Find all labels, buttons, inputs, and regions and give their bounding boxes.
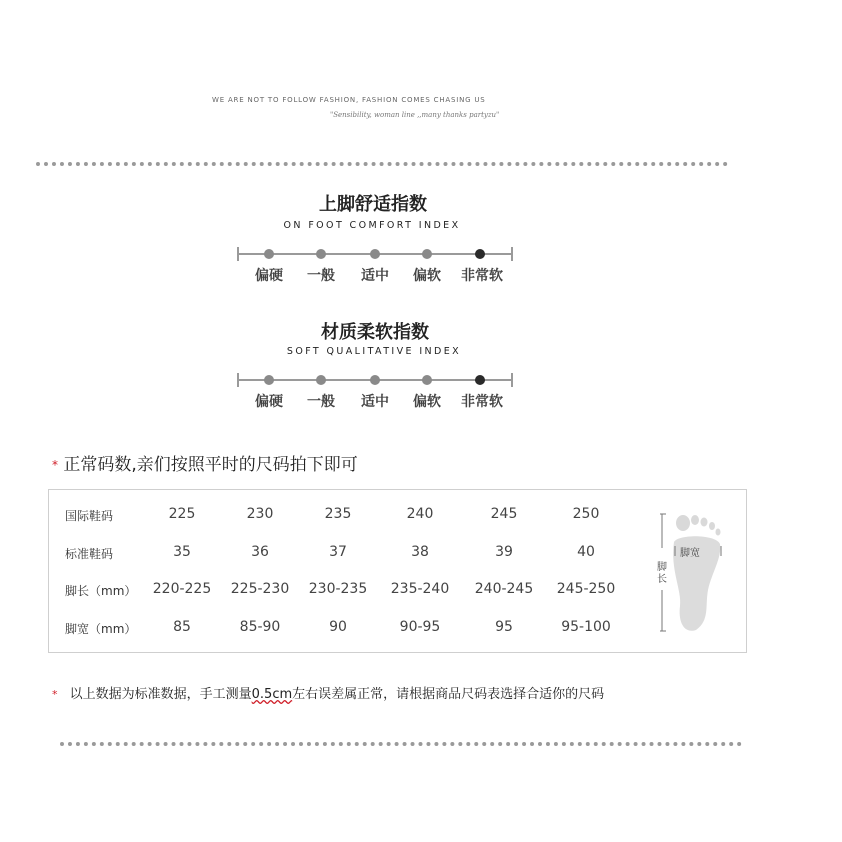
row-label: 脚长（mm） — [65, 584, 137, 598]
footnote-measure: 0.5cm — [251, 687, 293, 702]
table-cell: 225-230 — [230, 581, 290, 597]
row-label: 脚宽（mm） — [65, 622, 137, 636]
scale-tick-right — [511, 247, 513, 261]
table-cell: 220-225 — [152, 581, 212, 597]
scale-label: 适中 — [361, 394, 389, 410]
row-label: 国际鞋码 — [65, 509, 114, 523]
table-cell: 39 — [495, 544, 513, 560]
foot-width-label: 脚宽 — [680, 548, 700, 559]
scale-dot — [370, 249, 380, 259]
footprint-icon — [658, 510, 728, 635]
scale-label-selected: 非常软 — [461, 394, 503, 410]
dotted-divider-top — [36, 162, 728, 166]
table-cell: 36 — [251, 544, 269, 560]
table-cell: 245-250 — [556, 581, 616, 597]
dotted-divider-bottom — [60, 742, 742, 746]
scale-dot — [316, 249, 326, 259]
softness-index-subtitle: SOFT QUALITATIVE INDEX — [286, 346, 462, 357]
foot-measure-diagram — [658, 510, 728, 635]
table-cell: 38 — [411, 544, 429, 560]
table-cell: 95-100 — [561, 619, 611, 635]
scale-label: 偏硬 — [255, 268, 283, 284]
scale-tick-left — [237, 247, 239, 261]
scale-label-selected: 非常软 — [461, 268, 503, 284]
brand-tagline: WE ARE NOT TO FOLLOW FASHION, FASHION COMES CHASING US — [212, 96, 486, 104]
table-cell: 225 — [168, 506, 196, 522]
table-cell: 40 — [577, 544, 595, 560]
scale-dot-selected — [475, 249, 485, 259]
row-label: 标准鞋码 — [65, 547, 114, 561]
scale-label: 一般 — [307, 268, 335, 284]
table-cell: 85 — [173, 619, 191, 635]
scale-dot-selected — [475, 375, 485, 385]
table-cell: 250 — [572, 506, 600, 522]
scale-dot — [264, 375, 274, 385]
table-cell: 235-240 — [390, 581, 450, 597]
table-cell: 85-90 — [239, 619, 281, 635]
comfort-index-title: 上脚舒适指数 — [319, 194, 427, 215]
scale-dot — [316, 375, 326, 385]
scale-label: 一般 — [307, 394, 335, 410]
size-chart-table — [48, 489, 747, 653]
scale-dot — [264, 249, 274, 259]
table-cell: 35 — [173, 544, 191, 560]
scale-tick-right — [511, 373, 513, 387]
table-cell: 240 — [406, 506, 434, 522]
table-cell: 37 — [329, 544, 347, 560]
scale-dot — [422, 249, 432, 259]
scale-label: 适中 — [361, 268, 389, 284]
table-cell: 240-245 — [474, 581, 534, 597]
scale-dot — [370, 375, 380, 385]
asterisk-icon: * — [52, 688, 58, 701]
table-cell: 230-235 — [308, 581, 368, 597]
scale-label: 偏软 — [413, 394, 441, 410]
table-cell: 235 — [324, 506, 352, 522]
footnote-text-after: 左右误差属正常，请根据商品尺码表选择合适你的尺码 — [292, 687, 605, 702]
foot-length-label: 脚长 — [657, 562, 667, 585]
script-slogan: "Sensibility, woman line ,,many thanks partyzu" — [330, 111, 500, 119]
size-advice-note — [52, 450, 358, 475]
scale-dot — [422, 375, 432, 385]
softness-index-title: 材质柔软指数 — [321, 322, 429, 343]
table-cell: 245 — [490, 506, 518, 522]
size-advice-text: 正常码数,亲们按照平时的尺码拍下即可 — [63, 455, 358, 475]
table-cell: 90-95 — [399, 619, 441, 635]
footnote-text-before: 以上数据为标准数据，手工测量 — [69, 687, 252, 702]
comfort-index-subtitle: ON FOOT COMFORT INDEX — [283, 220, 461, 231]
table-cell: 95 — [495, 619, 513, 635]
scale-tick-left — [237, 373, 239, 387]
asterisk-icon: * — [52, 458, 58, 472]
table-cell: 230 — [246, 506, 274, 522]
scale-label: 偏硬 — [255, 394, 283, 410]
measurement-footnote — [52, 683, 604, 702]
scale-label: 偏软 — [413, 268, 441, 284]
table-cell: 90 — [329, 619, 347, 635]
